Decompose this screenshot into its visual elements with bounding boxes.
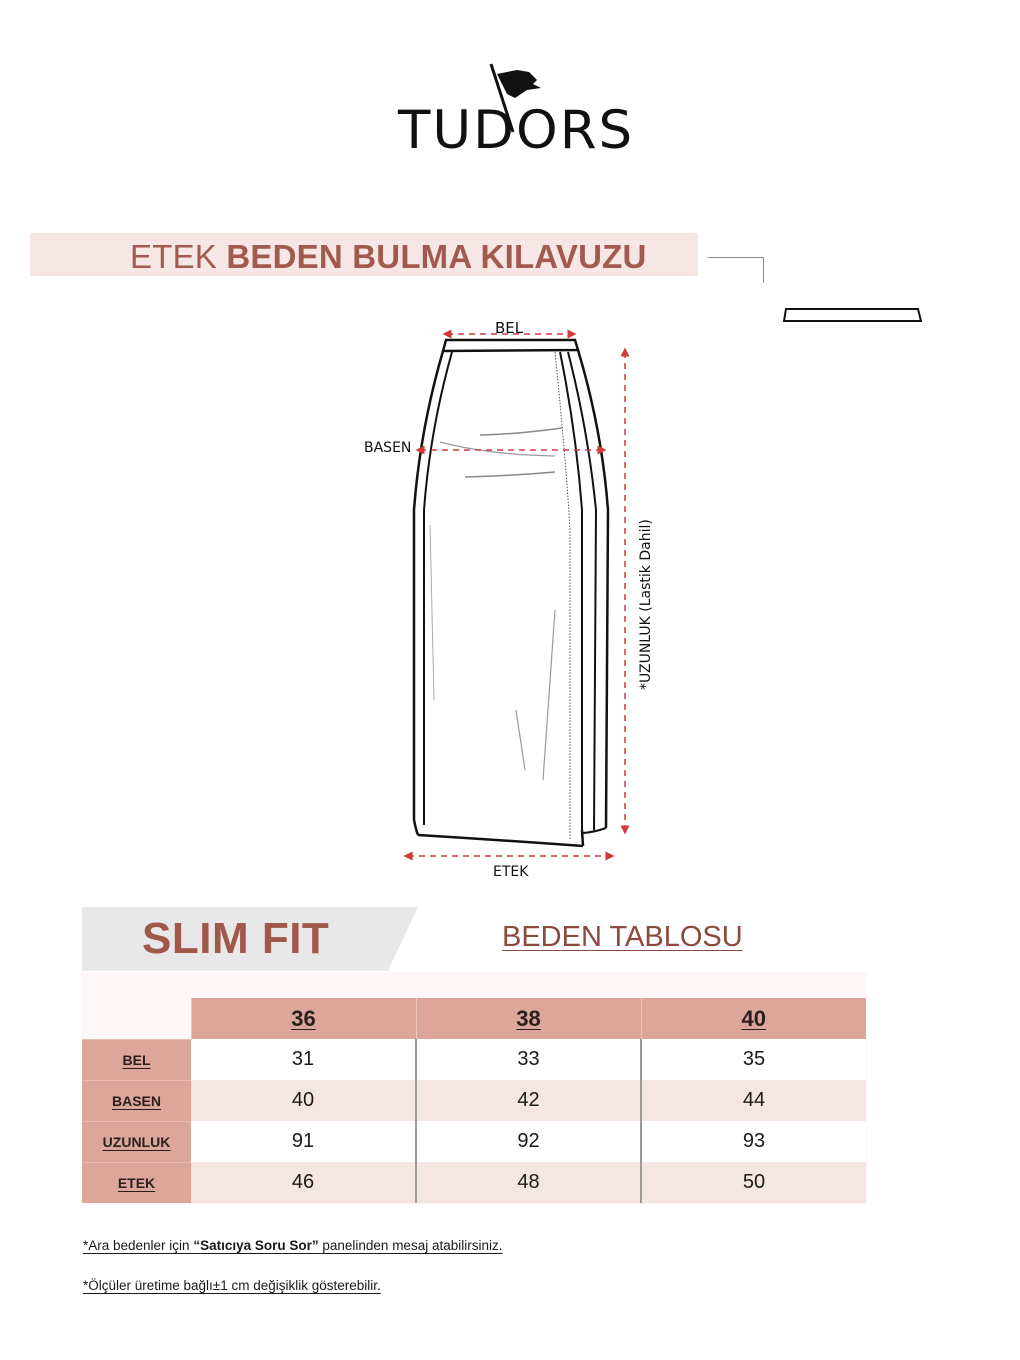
table-cell: 50 [641, 1162, 866, 1203]
table-row [82, 1121, 866, 1162]
label-uzunluk: *UZUNLUK (Lastik Dahil) [638, 519, 654, 690]
skirt-illustration-icon [350, 310, 670, 880]
ask-seller-panel-name: “Satıcıya Soru Sor” [193, 1238, 319, 1253]
footnote-tolerance: *Ölçüler üretime bağlı±1 cm değişiklik gösterebilir. [83, 1278, 381, 1293]
table-cell: 42 [416, 1080, 641, 1121]
brand-logo [398, 60, 635, 161]
footnote-ask-seller: *Ara bedenler için “Satıcıya Soru Sor” panelinden mesaj atabilirsiniz. [83, 1238, 503, 1253]
table-cell: 33 [416, 1039, 641, 1080]
size-col-36: 36 [191, 998, 416, 1039]
table-row [82, 1039, 866, 1080]
row-label-etek: ETEK [82, 1162, 191, 1203]
table-header-row [82, 998, 866, 1039]
corner-divider [708, 257, 764, 283]
guide-title-light: ETEK [130, 238, 217, 275]
table-cell: 92 [416, 1121, 641, 1162]
row-label-basen: BASEN [82, 1080, 191, 1121]
table-cell: 93 [641, 1121, 866, 1162]
size-col-38: 38 [416, 998, 641, 1039]
label-etek: ETEK [493, 864, 529, 880]
table-cell: 31 [191, 1039, 416, 1080]
table-cell: 35 [641, 1039, 866, 1080]
table-corner [82, 998, 191, 1039]
table-cell: 46 [191, 1162, 416, 1203]
table-title: BEDEN TABLOSU [502, 921, 743, 953]
row-label-bel: BEL [82, 1039, 191, 1080]
fit-name: SLIM FIT [142, 914, 330, 963]
table-cell: 48 [416, 1162, 641, 1203]
brand-name: TUDORS [398, 100, 635, 161]
table-cell: 91 [191, 1121, 416, 1162]
label-bel: BEL [495, 319, 524, 337]
row-label-uzunluk: UZUNLUK [82, 1121, 191, 1162]
guide-title [130, 238, 647, 276]
size-table [82, 998, 866, 1203]
table-row [82, 1162, 866, 1203]
table-row [82, 1080, 866, 1121]
label-basen: BASEN [364, 440, 412, 456]
waistband-icon [783, 307, 923, 325]
guide-title-bold: BEDEN BULMA KILAVUZU [226, 238, 647, 275]
size-col-40: 40 [641, 998, 866, 1039]
table-cell: 44 [641, 1080, 866, 1121]
table-cell: 40 [191, 1080, 416, 1121]
